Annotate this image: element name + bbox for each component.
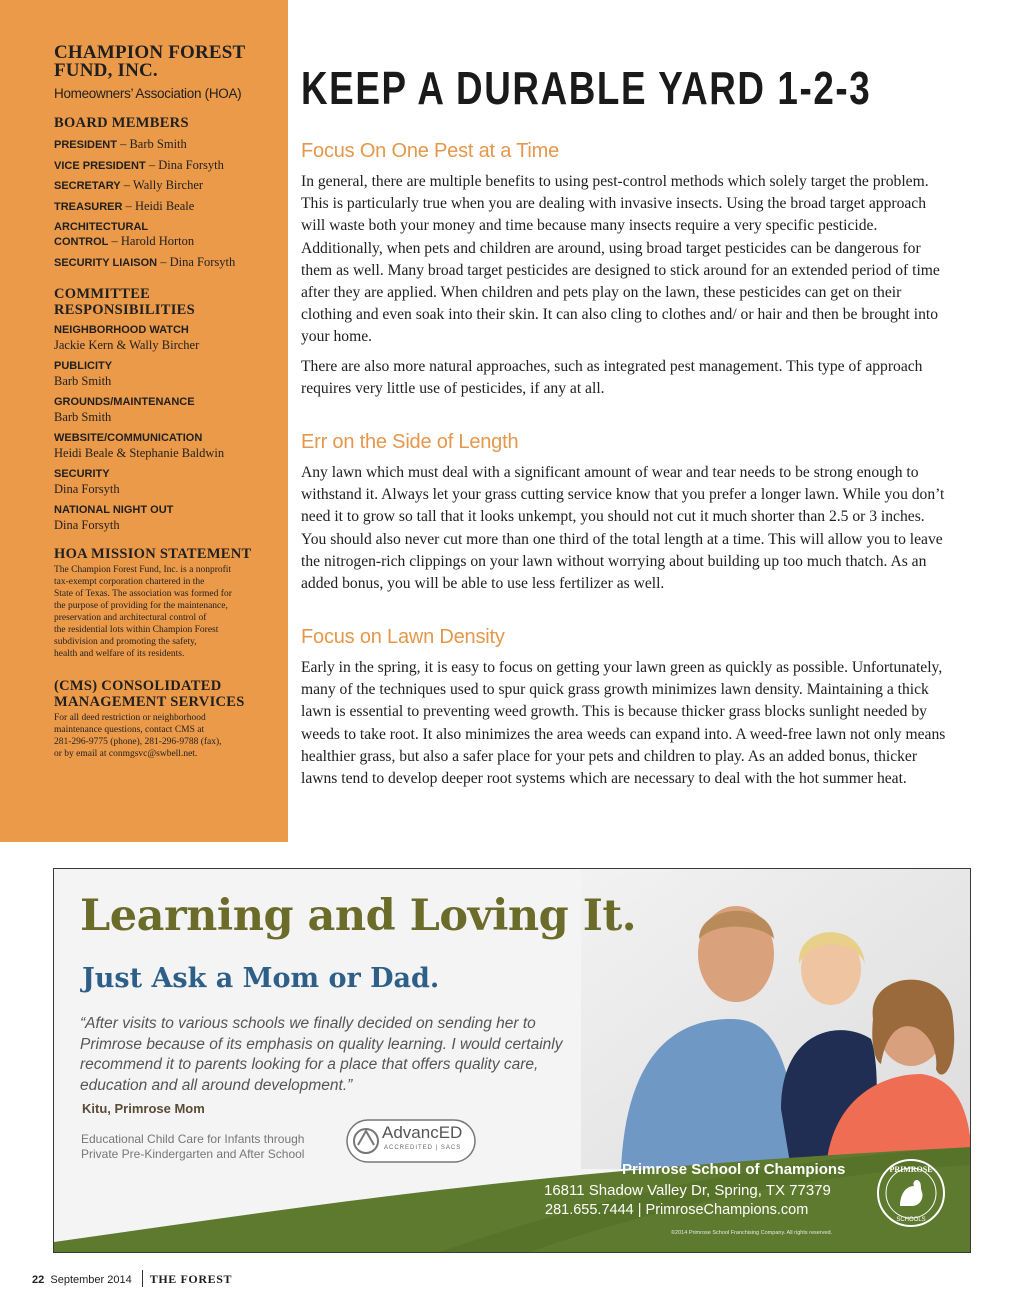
- role-label-line-2: CONTROL: [54, 236, 109, 248]
- family-photo: [581, 869, 971, 1169]
- committee-list: [54, 324, 270, 534]
- committee-title: GROUNDS/MAINTENANCE: [54, 395, 195, 408]
- cms-heading: [54, 678, 270, 710]
- member-name: Harold Horton: [120, 234, 195, 248]
- section-heading: Focus On One Pest at a Time: [301, 140, 560, 162]
- board-list: [54, 137, 270, 270]
- school-address: 16811 Shadow Valley Dr, Spring, TX 77379: [544, 1182, 831, 1199]
- section-pest: [301, 140, 946, 407]
- testimonial-attribution: Kitu, Primrose Mom: [82, 1101, 205, 1116]
- cms-contact: [54, 712, 270, 760]
- committee-members: Heidi Beale & Stephanie Baldwin: [54, 445, 225, 460]
- page-number: 22: [32, 1274, 45, 1286]
- org-subtitle: Homeowners’ Association (HOA): [54, 86, 242, 101]
- paragraph: Early in the spring, it is easy to focus on getting your lawn green as quickly as possible. Unfortunately, many of the techniques used to spur quick grass growth minimizes lawn density. Maintaining a thick lawn is essential to preventing weed growth. This is because thicker grass blocks sunlight needed by weeds to take root. It also minimizes the area weeds can expand into. A weed-free lawn not only means healthier grass, but also a safer place for your pets and children to play. As an added bonus, thicker lawns tend to develop deeper root systems which are necessary to deal with the hot summer heat.: [301, 659, 946, 788]
- page-footer: [32, 1270, 232, 1287]
- article-title: KEEP A DURABLE YARD 1-2-3: [301, 62, 872, 114]
- board-member: TREASURER – Heidi Beale: [54, 198, 195, 213]
- mission-line: The Champion Forest Fund, Inc. is a nonprofit: [54, 564, 232, 575]
- board-member: SECURITY LIAISON – Dina Forsyth: [54, 254, 236, 269]
- cms-line: For all deed restriction or neighborhood: [54, 712, 206, 723]
- section-density: [301, 626, 946, 797]
- mission-line: State of Texas. The association was formed for: [54, 588, 232, 599]
- committee-title: NATIONAL NIGHT OUT: [54, 503, 174, 516]
- mission-line: tax-exempt corporation chartered in the: [54, 576, 205, 587]
- committee-title: WEBSITE/COMMUNICATION: [54, 431, 203, 444]
- sidebar: [0, 0, 288, 842]
- org-name: [54, 44, 270, 80]
- quote-line: “After visits to various schools we finally decided on sending her to: [80, 1015, 536, 1032]
- quote-line: Primrose because of its emphasis on quality learning. I would certainly: [80, 1035, 563, 1053]
- board-member: PRESIDENT – Barb Smith: [54, 137, 187, 151]
- seal-top-text: PRIMROSE: [889, 1165, 933, 1174]
- committee-title: SECURITY: [54, 467, 110, 480]
- offer-line: Educational Child Care for Infants through: [81, 1132, 305, 1146]
- board-member: ARCHITECTURAL CONTROL – Harold Horton: [54, 221, 195, 248]
- member-name: Wally Bircher: [132, 178, 204, 192]
- advanced-accreditation-badge: [346, 1119, 476, 1163]
- committee-members: Dina Forsyth: [54, 481, 120, 496]
- cms-line: maintenance questions, contact CMS at: [54, 724, 205, 735]
- mission-heading: HOA MISSION STATEMENT: [54, 545, 252, 562]
- ad-subheadline: Just Ask a Mom or Dad.: [82, 963, 440, 994]
- school-name: Primrose School of Champions: [622, 1161, 846, 1178]
- mission-line: preservation and architectural control of: [54, 612, 207, 623]
- committee-members: Barb Smith: [54, 409, 112, 424]
- role-label: SECRETARY: [54, 180, 121, 192]
- mission-line: health and welfare of its residents.: [54, 648, 185, 659]
- quote-line: education and all around development.”: [80, 1076, 353, 1094]
- committee-heading-line-1: COMMITTEE: [54, 285, 151, 302]
- org-name-line-1: CHAMPION FOREST: [54, 42, 246, 63]
- seal-bottom-text: SCHOOLS: [896, 1217, 926, 1223]
- board-member: VICE PRESIDENT – Dina Forsyth: [54, 157, 224, 172]
- section-heading: Focus on Lawn Density: [301, 626, 505, 648]
- committee-title: NEIGHBORHOOD WATCH: [54, 323, 189, 336]
- school-contact[interactable]: 281.655.7444 | PrimroseChampions.com: [545, 1202, 809, 1218]
- member-name: Dina Forsyth: [169, 254, 236, 269]
- advanced-label: AdvancED: [382, 1123, 463, 1142]
- section-length: [301, 431, 946, 602]
- primrose-advertisement[interactable]: [53, 868, 971, 1253]
- paragraph: There are also more natural approaches, such as integrated pest management. This type of approach requires very little use of pesticides, if any at all.: [301, 357, 923, 397]
- paragraph: Any lawn which must deal with a significant amount of wear and tear needs to be strong enough to withstand it. Always let your grass cutting service know that you prefer a longer lawn. While you don’t need it to grow so tall that it looks unkempt, you should not cut it much shorter than 2.5 or 3 inches. You should also never cut more than one third of the total length at a time. This will allow you to leave the nitrogen-rich clippings on your lawn without worrying about building up too much thatch. As an added bonus, you will be able to use less fertilizer as well.: [301, 464, 945, 593]
- cms-heading-line-2: MANAGEMENT SERVICES: [54, 693, 245, 710]
- offer-line: Private Pre-Kindergarten and After School: [81, 1147, 305, 1161]
- committee-heading: [54, 286, 270, 318]
- committee-members: Jackie Kern & Wally Bircher: [54, 337, 200, 352]
- role-label: PRESIDENT: [54, 139, 117, 151]
- board-member: SECRETARY – Wally Bircher: [54, 178, 204, 192]
- committee-members: Dina Forsyth: [54, 517, 120, 532]
- publication-name: THE FOREST: [149, 1272, 233, 1286]
- mission-line: the residential lots within Champion Forest: [54, 624, 219, 635]
- cms-line: 281-296-9775 (phone), 281-296-9788 (fax),: [54, 736, 222, 747]
- cms-heading-line-1: (CMS) CONSOLIDATED: [54, 677, 222, 694]
- committee-members: Barb Smith: [54, 373, 112, 388]
- role-label: TREASURER: [54, 200, 123, 213]
- role-label: SECURITY LIAISON: [54, 256, 158, 269]
- mission-line: the purpose of providing for the maintenance,: [54, 600, 228, 611]
- quote-line: recommend it to parents looking for a place that offers quality care,: [80, 1056, 539, 1073]
- section-heading: Err on the Side of Length: [301, 431, 519, 453]
- member-name: Barb Smith: [129, 137, 187, 151]
- testimonial-quote: [80, 1014, 600, 1096]
- footer-divider: [142, 1270, 143, 1287]
- mission-line: subdivision and promoting the safety,: [54, 636, 197, 647]
- board-heading: BOARD MEMBERS: [54, 115, 189, 131]
- committee-heading-line-2: RESPONSIBILITIES: [54, 301, 195, 318]
- cms-email-line[interactable]: or by email at conmgsvc@swbell.net.: [54, 748, 198, 759]
- role-label: ARCHITECTURAL: [54, 221, 149, 233]
- primrose-seal-icon: [876, 1158, 946, 1228]
- mission-statement: [54, 564, 270, 660]
- advanced-sublabel: ACCREDITED | SACS: [384, 1145, 462, 1151]
- member-name: Dina Forsyth: [158, 157, 224, 172]
- member-name: Heidi Beale: [134, 198, 195, 213]
- paragraph: In general, there are multiple benefits to using pest-control methods which solely target the problem. This is particularly true when you are dealing with invasive insects. Using the broad target approach will waste both your money and time because many insects require a very specific pesticide. Additionally, when pets and children are around, using broad target pesticides can be dangerous for them as well. Many broad target pesticides are designed to stick around for an extended period of time after they are applied. When children and pets play on the lawn, these pesticides can get on their clothing and even soak into their skin. It can also cling to clothes and/ or hair and then be brought into your home.: [301, 173, 940, 346]
- ad-copyright: ©2014 Primrose School Franchising Company. All rights reserved.: [671, 1230, 833, 1236]
- committee-title: PUBLICITY: [54, 359, 113, 372]
- org-name-line-2: FUND, INC.: [54, 60, 158, 81]
- ad-headline: Learning and Loving It.: [80, 891, 637, 941]
- issue-date: September 2014: [50, 1274, 132, 1286]
- role-label: VICE PRESIDENT: [54, 159, 146, 172]
